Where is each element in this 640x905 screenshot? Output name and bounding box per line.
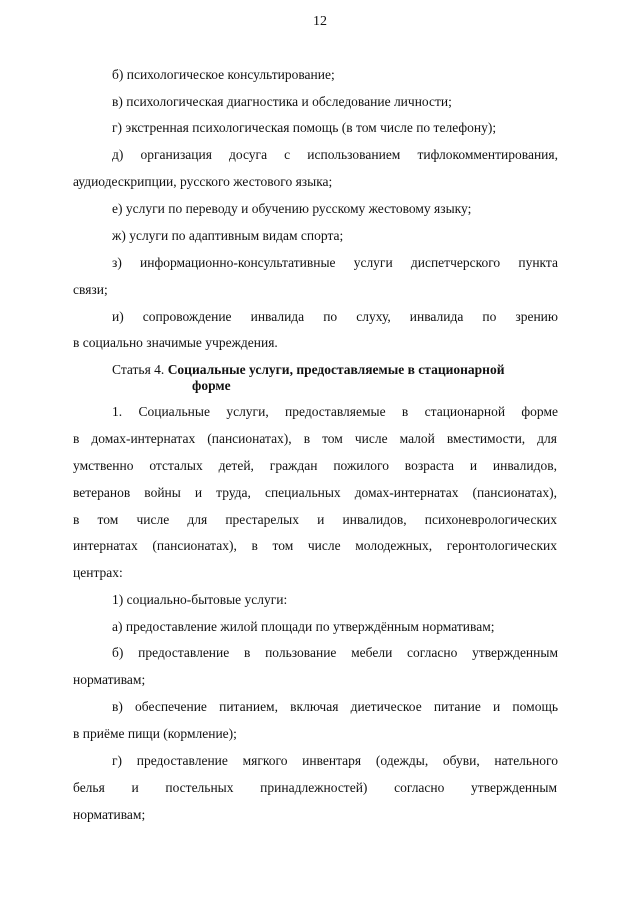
- article-title: Социальные услуги, предоставляемые в стационарной: [167, 362, 505, 377]
- subitem-g-line1: г) предоставление мягкого инвентаря (одежды, обуви, нательного: [112, 753, 558, 768]
- list-item-zh: ж) услуги по адаптивным видам спорта;: [112, 228, 344, 243]
- list-item-b: б) психологическое консультирование;: [112, 67, 335, 82]
- paragraph-line: интернатах (пансионатах), в том числе молодежных, геронтологических: [73, 538, 557, 553]
- list-item-e: е) услуги по переводу и обучению русскому жестовому языку;: [112, 201, 472, 216]
- article-prefix: Статья 4.: [112, 362, 165, 377]
- paragraph-line: в том числе для престарелых и инвалидов, психоневрологических: [73, 512, 557, 527]
- list-item-z-line1: з) информационно-консультативные услуги диспетчерского пункта: [112, 255, 558, 270]
- article-title-line2: форме: [192, 378, 231, 393]
- paragraph-line: в домах-интернатах (пансионатах), в том числе малой вместимости, для: [73, 431, 557, 446]
- list-item-d-line1: д) организация досуга с использованием тифлокомментирования,: [112, 147, 558, 162]
- paragraph-line: ветеранов войны и труда, специальных домах-интернатах (пансионатах),: [73, 485, 557, 500]
- subitem-g-line2: белья и постельных принадлежностей) согласно утвержденным: [73, 780, 557, 795]
- article-heading: [112, 361, 558, 379]
- subitem-v-line2: в приёме пищи (кормление);: [73, 726, 237, 741]
- subitem-g-line3: нормативам;: [73, 807, 146, 822]
- subitem-v-line1: в) обеспечение питанием, включая диетическое питание и помощь: [112, 699, 558, 714]
- subitem-b-line2: нормативам;: [73, 672, 146, 687]
- paragraph-line: умственно отсталых детей, граждан пожилого возраста и инвалидов,: [73, 458, 557, 473]
- list-item-g: г) экстренная психологическая помощь (в том числе по телефону);: [112, 120, 497, 135]
- page-number: 12: [313, 14, 327, 29]
- paragraph-line: центрах:: [73, 565, 123, 580]
- subitem-b-line1: б) предоставление в пользование мебели согласно утвержденным: [112, 645, 558, 660]
- list-item-v: в) психологическая диагностика и обследование личности;: [112, 94, 452, 109]
- subsection-heading: 1) социально-бытовые услуги:: [112, 592, 288, 607]
- list-item-z-line2: связи;: [73, 282, 108, 297]
- paragraph-line: 1. Социальные услуги, предоставляемые в стационарной форме: [112, 404, 558, 419]
- list-item-i-line2: в социально значимые учреждения.: [73, 335, 278, 350]
- list-item-d-line2: аудиодескрипции, русского жестового языка;: [73, 174, 333, 189]
- subitem-a: а) предоставление жилой площади по утверждённым нормативам;: [112, 619, 495, 634]
- list-item-i-line1: и) сопровождение инвалида по слуху, инвалида по зрению: [112, 309, 558, 324]
